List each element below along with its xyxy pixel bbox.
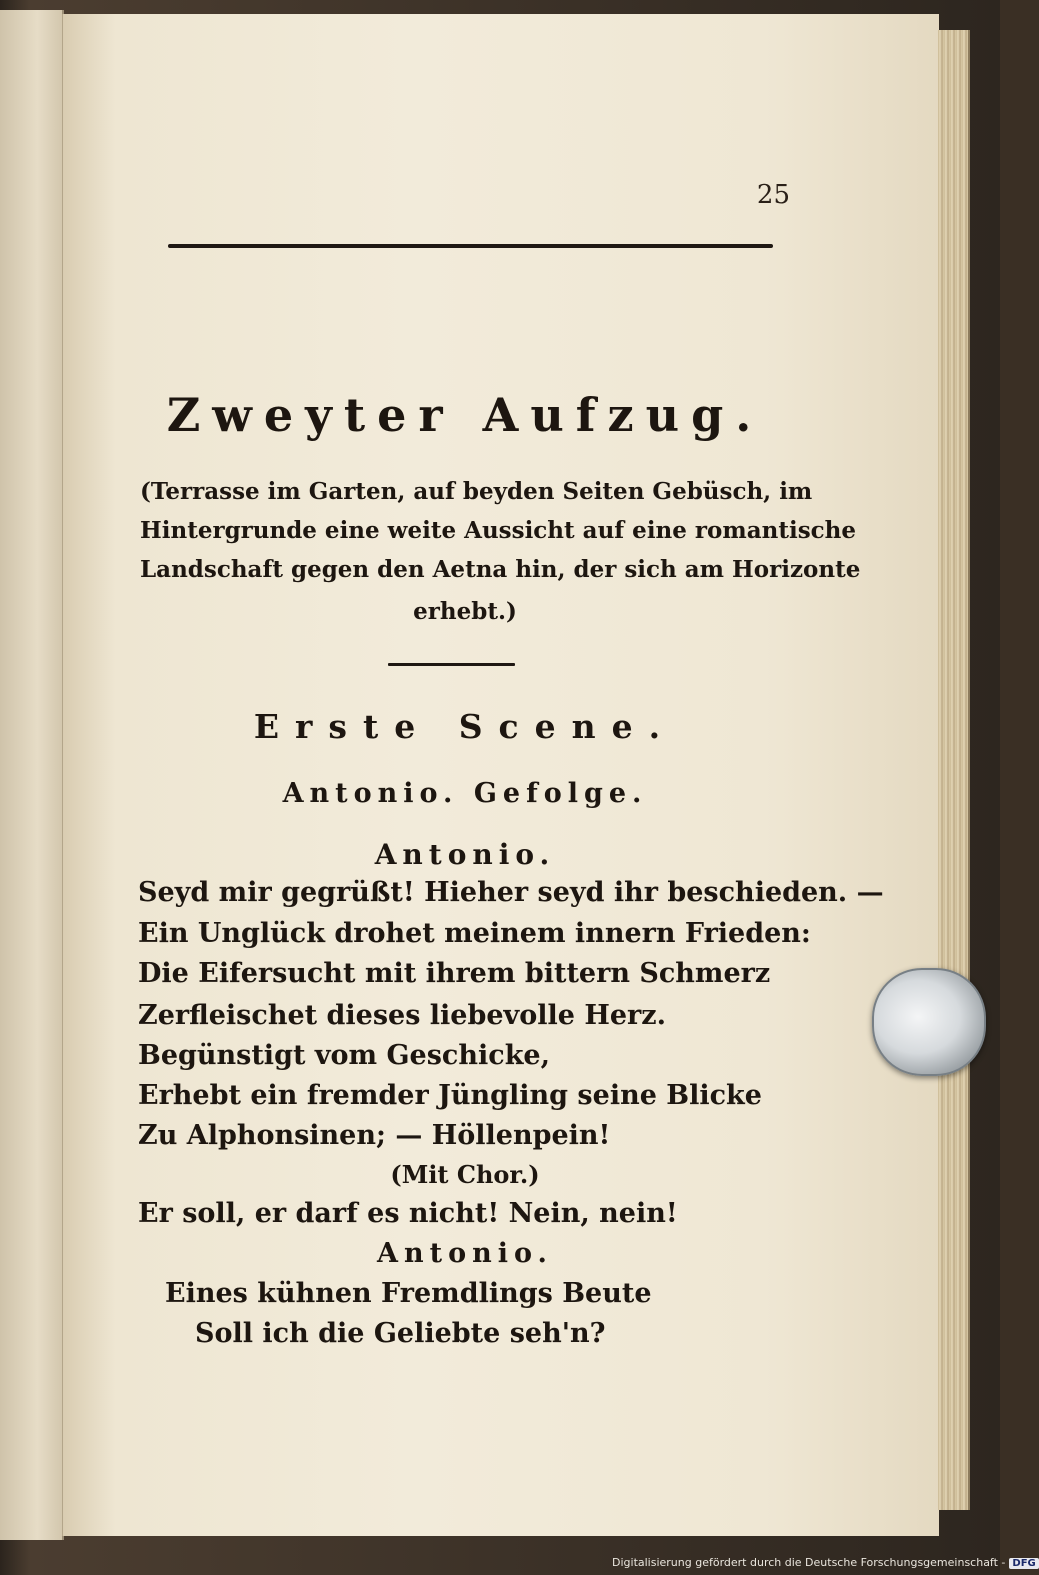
verse-line: Die Eifersucht mit ihrem bittern Schmerz [138, 958, 771, 989]
stage-direction-line: (Terrasse im Garten, auf beyden Seiten Gebüsch, im [140, 478, 813, 505]
footer-text: Digitalisierung gefördert durch die Deutsche Forschungsgemeinschaft - [612, 1556, 1006, 1569]
act-title: Zweyter Aufzug. [166, 388, 764, 442]
page-number: 25 [756, 180, 790, 210]
scene-title: Erste Scene. [253, 707, 677, 746]
verse-line: Eines kühnen Fremdlings Beute [165, 1278, 652, 1309]
verse-line: Soll ich die Geliebte seh'n? [195, 1318, 606, 1349]
verse-line: Erhebt ein fremder Jüngling seine Blicke [138, 1080, 762, 1111]
header-rule [168, 244, 773, 248]
verse-line: Seyd mir gegrüßt! Hieher seyd ihr beschieden. — [138, 877, 884, 908]
cast-list: Antonio. Gefolge. [282, 778, 648, 809]
verse-line: Begünstigt vom Geschicke, [138, 1040, 550, 1071]
page-clip [872, 968, 986, 1076]
chorus-direction: (Mit Chor.) [390, 1160, 540, 1189]
digitization-footer [612, 1556, 1039, 1569]
verse-line: Zerfleischet dieses liebevolle Herz. [138, 1000, 666, 1031]
facing-page-edge [0, 10, 64, 1540]
page-stack-edge [938, 30, 970, 1510]
verse-line: Er soll, er darf es nicht! Nein, nein! [138, 1198, 678, 1229]
stage-direction-line: erhebt.) [413, 598, 517, 625]
stage-direction-line: Landschaft gegen den Aetna hin, der sich am Horizonte [140, 556, 861, 583]
speaker-name: Antonio. [377, 1238, 553, 1269]
speaker-name: Antonio. [374, 838, 556, 871]
section-rule [388, 663, 515, 666]
verse-line: Ein Unglück drohet meinem innern Frieden: [138, 918, 811, 949]
dfg-logo: DFG [1009, 1558, 1038, 1569]
stage-direction-line: Hintergrunde eine weite Aussicht auf eine romantische [140, 517, 857, 544]
verse-line: Zu Alphonsinen; — Höllenpein! [138, 1120, 611, 1151]
